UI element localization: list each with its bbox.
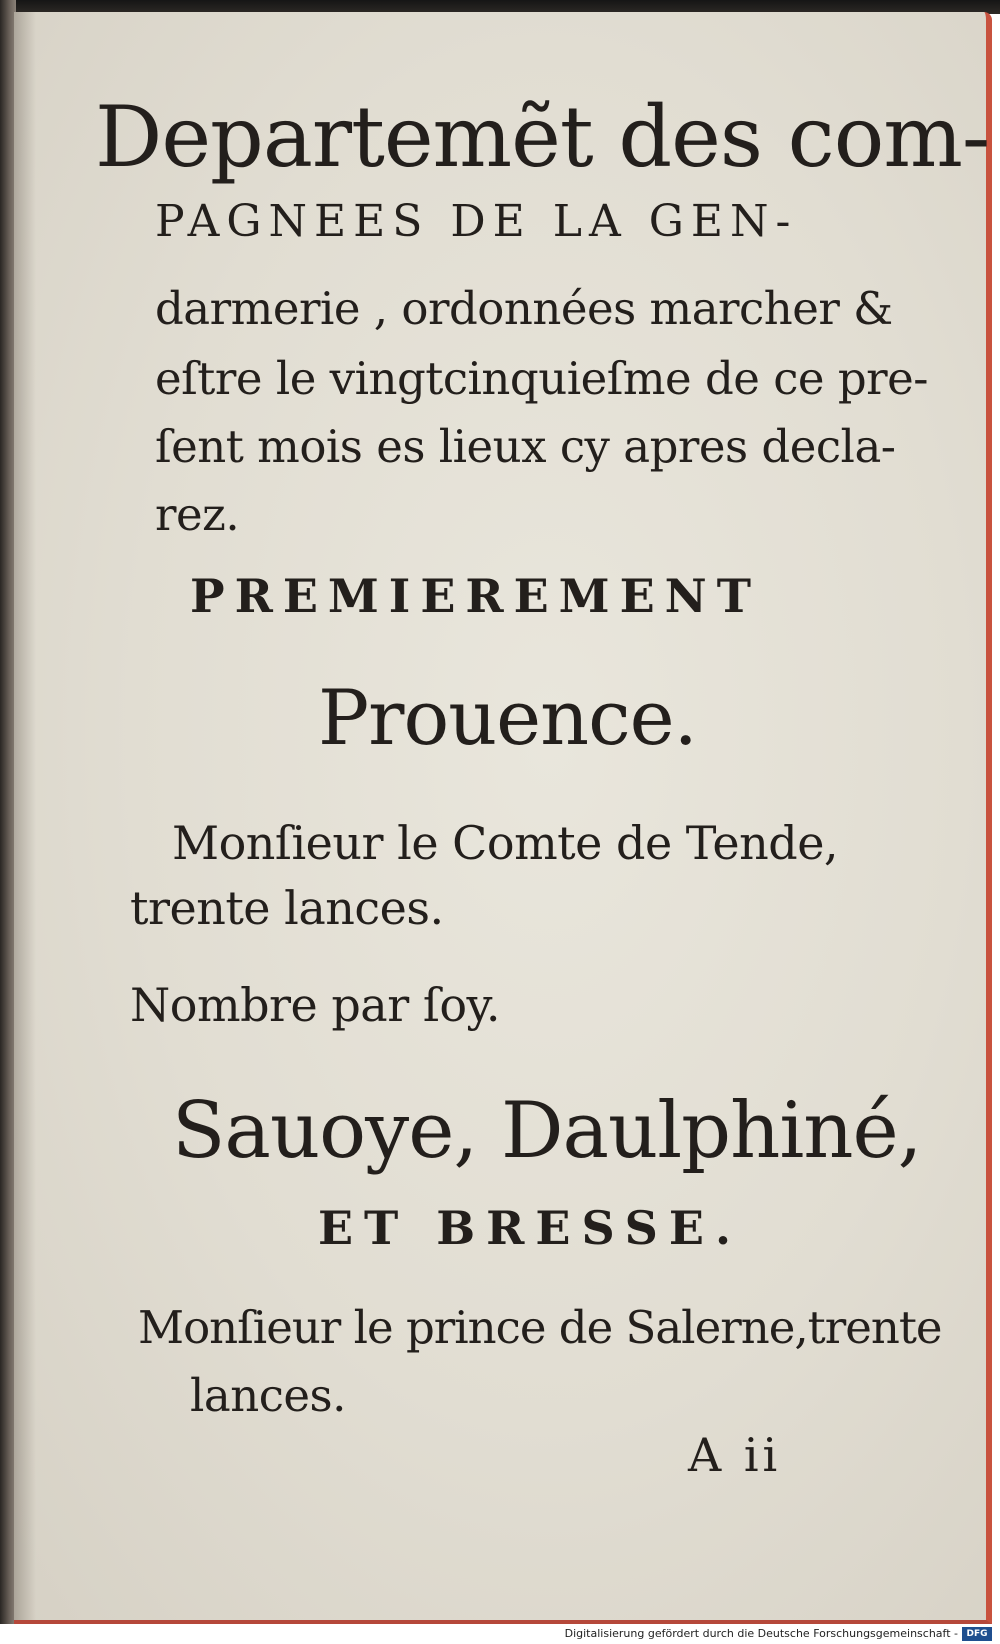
entry-line: Monſieur le prince de Salerne,trente bbox=[138, 1301, 942, 1354]
entry-line: lances. bbox=[190, 1369, 346, 1422]
dfg-logo: DFG bbox=[962, 1627, 992, 1641]
signature-mark: A ii bbox=[688, 1428, 782, 1482]
entry-line: trente lances. bbox=[130, 881, 444, 935]
heading-line: PAGNEES DE LA GEN- bbox=[155, 196, 798, 247]
region-heading: Sauoye, Daulphiné, bbox=[172, 1086, 922, 1176]
region-subheading: ET BRESSE. bbox=[318, 1201, 742, 1255]
entry-line: Monſieur le Comte de Tende, bbox=[172, 816, 839, 870]
section-heading-premierement: PREMIEREMENT bbox=[190, 569, 761, 623]
heading-line: darmerie , ordonnées marcher & bbox=[155, 282, 893, 335]
region-heading: Prouence. bbox=[318, 673, 697, 762]
digitization-footer bbox=[0, 1624, 1000, 1644]
page-title: Departemẽt des com- bbox=[95, 88, 990, 186]
heading-line: ſent mois es lieux cy apres decla- bbox=[155, 420, 896, 473]
heading-line: eſtre le vingtcinquieſme de ce pre- bbox=[155, 352, 929, 405]
entry-line: Nombre par ſoy. bbox=[130, 978, 501, 1032]
footer-credit: Digitalisierung gefördert durch die Deutsche Forschungsgemeinschaft - bbox=[564, 1627, 958, 1640]
heading-line: rez. bbox=[155, 488, 240, 541]
